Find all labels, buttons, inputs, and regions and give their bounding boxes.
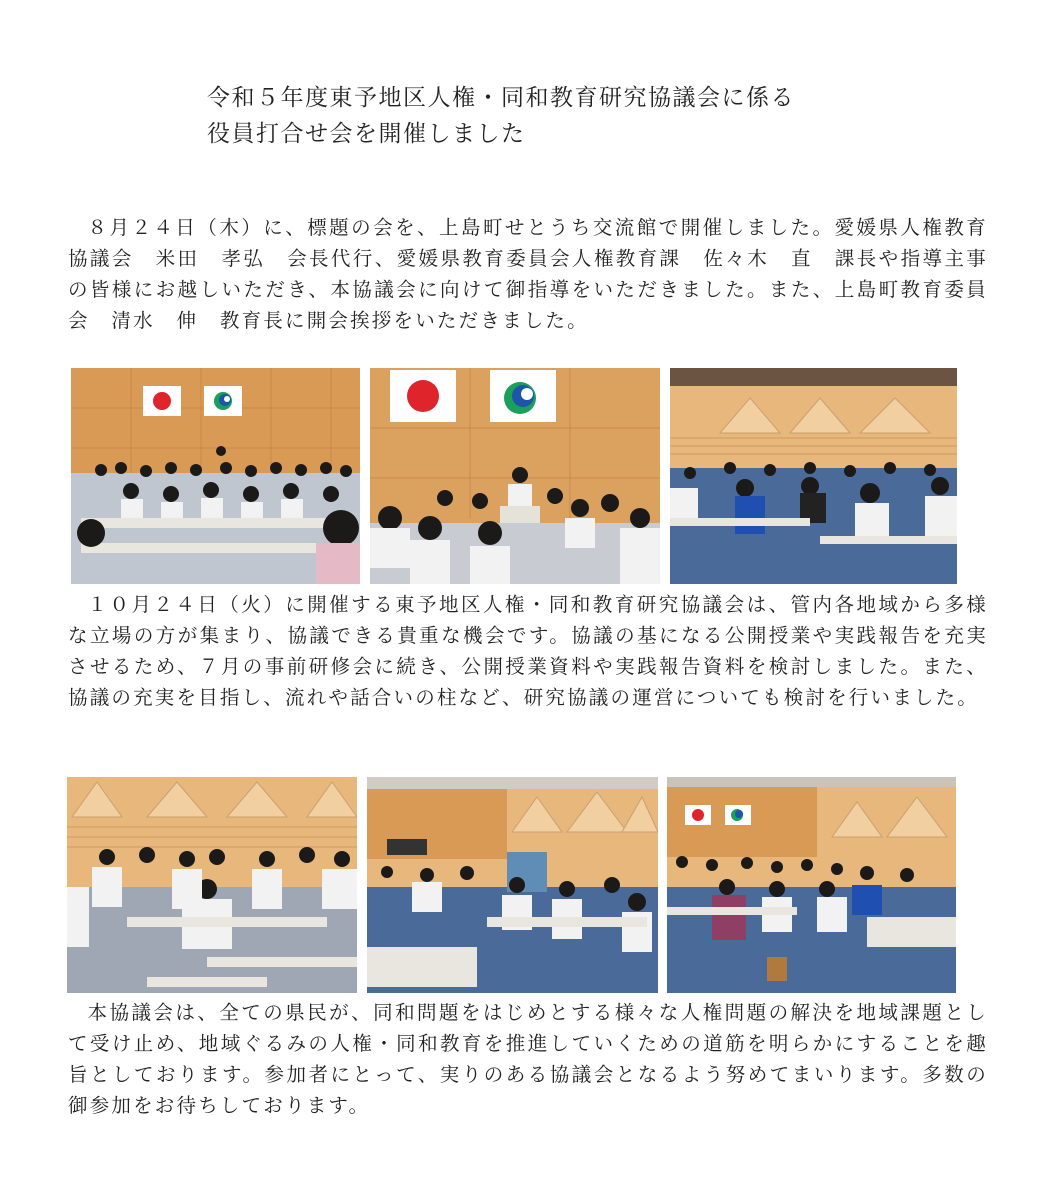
paragraph-1: ８月２４日（木）に、標題の会を、上島町せとうち交流館で開催しました。愛媛県人権教育協議会 米田 孝弘 会長代行、愛媛県教育委員会人権教育課 佐々木 直 課長や指導主事の皆様にお越しいただき、本協議会に向けて御指導をいただきました。また、上島町教育委員会 清水 伸 教育長に開会挨拶をいただきました。 (68, 216, 988, 332)
title-line-1: 令和５年度東予地区人権・同和教育研究協議会に係る (207, 85, 795, 111)
title-line-2: 役員打合せ会を開催しました (207, 121, 526, 147)
town-flag-icon (490, 370, 556, 422)
page-title (207, 80, 795, 152)
photo-group-discussion-3 (667, 777, 956, 993)
town-flag-icon (725, 805, 751, 825)
japan-flag-icon (685, 805, 711, 825)
photo-group-discussion-2 (367, 777, 658, 993)
photo-meeting-participants-side (670, 368, 957, 584)
japan-flag-icon (390, 370, 456, 422)
paragraph-3: 本協議会は、全ての県民が、同和問題をはじめとする様々な人権問題の解決を地域課題として受け止め、地域ぐるみの人権・同和教育を推進していくための道筋を明らかにすることを趣旨としております。参加者にとって、実りのある協議会となるよう努めてまいります。多数の御参加をお待ちしております。 (68, 1001, 988, 1117)
photo-meeting-opening-wide (71, 368, 360, 584)
japan-flag-icon (143, 386, 181, 416)
paragraph-2: １０月２４日（火）に開催する東予地区人権・同和教育研究協議会は、管内各地域から多様な立場の方が集まり、協議できる貴重な機会です。協議の基になる公開授業や実践報告を充実させるため、７月の事前研修会に続き、公開授業資料や実践報告資料を検討しました。また、協議の充実を目指し、流れや話合いの柱など、研究協議の運営についても検討を行いました。 (68, 593, 988, 709)
photo-meeting-podium-closeup (370, 368, 660, 584)
town-flag-icon (204, 386, 242, 416)
photo-group-discussion-1 (67, 777, 357, 993)
